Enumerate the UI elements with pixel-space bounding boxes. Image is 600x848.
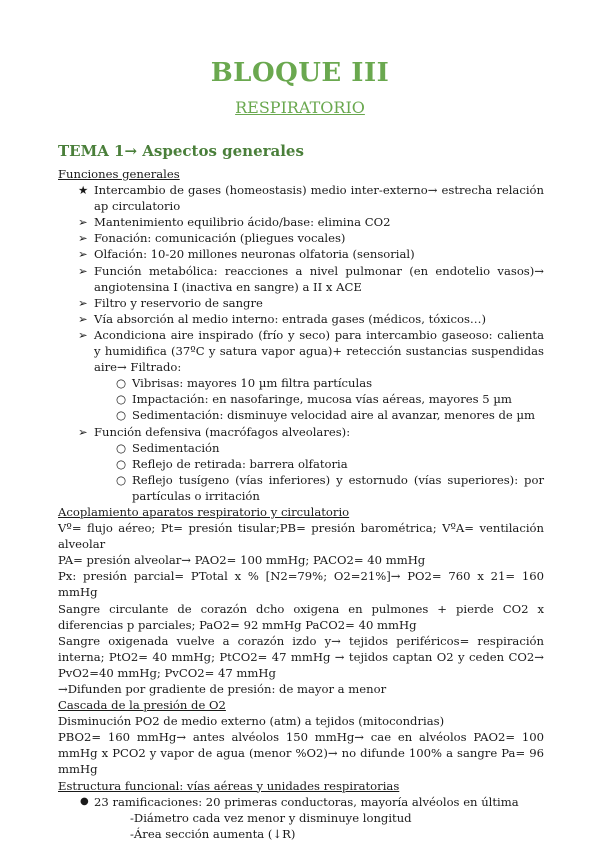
circle-bullet-icon: ○ [116,392,127,407]
arrow-bullet-icon: ➢ [78,215,88,230]
paragraph: PBO2= 160 mmHg→ antes alvéolos 150 mmHg→ cae en alvéolos PAO2= 100 mmHg x PCO2 y vapor de agua (menor %O2)→ no difunde 100% a sangre Pa= 96 mmHg [58,730,544,777]
sub-list-item: ○ Vibrisas: mayores 10 µm filtra partículas [116,376,373,391]
list-item: ➢ Vía absorción al medio interno: entrada gases (médicos, tóxicos…) [78,311,487,326]
paragraph-line: Px: presión parcial= PTotal x % [N2=79%; O2=21%]→ PO2= 760 x 21= 160 mmHg [58,569,544,600]
sub-list-item: ○ Impactación: en nasofaringe, mucosa vías aéreas, mayores 5 µm [116,392,512,407]
list-item: ➢ Olfación: 10-20 millones neuronas olfatoria (sensorial) [78,247,415,262]
list-item: ★ Intercambio de gases (homeostasis) medio inter-externo→ estrecha relación ap circulatorio [78,183,544,214]
section-heading-estructura: Estructura funcional: vías aéreas y unidades respiratorias [58,778,400,793]
list-item: ➢ Función metabólica: reacciones a nivel pulmonar (en endotelio vasos)→ angiotensina I (inactiva en sangre) a II x ACE [78,263,544,294]
arrow-bullet-icon: ➢ [78,263,88,278]
page-title: BLOQUE III [210,58,390,88]
circle-bullet-icon: ○ [116,408,127,423]
list-item: ➢ Fonación: comunicación (pliegues vocales) [78,231,346,246]
arrow-bullet-icon: ➢ [78,424,88,439]
paragraph-line: PA= presión alveolar→ PAO2= 100 mmHg; PACO2= 40 mmHg [58,553,426,568]
arrow-bullet-icon: ➢ [78,247,88,262]
page-subtitle: RESPIRATORIO [235,98,365,117]
circle-bullet-icon: ○ [116,456,127,471]
list-item: ➢ Mantenimiento equilibrio ácido/base: elimina CO2 [78,215,391,230]
circle-bullet-icon: ○ [116,440,127,455]
arrow-bullet-icon: ➢ [78,311,88,326]
circle-bullet-icon: ○ [116,472,127,487]
arrow-bullet-icon: ➢ [78,295,88,310]
section-heading-cascada: Cascada de la presión de O2 [58,698,226,713]
sub-note: -Área sección aumenta (↓R) [130,826,296,841]
circle-bullet-icon: ○ [116,376,127,391]
sub-list-item: ○ Sedimentación [116,440,220,455]
arrow-bullet-icon: ➢ [78,327,88,342]
paragraph-line: →Difunden por gradiente de presión: de mayor a menor [58,682,387,696]
list-item: ➢ Función defensiva (macrófagos alveolares): [78,424,351,439]
section-heading-funciones: Funciones generales [58,167,180,181]
paragraph: Sangre circulante de corazón dcho oxigena en pulmones + pierde CO2 x diferencias p parciales; PaO2= 92 mmHg PaCO2= 40 mmHg [58,601,544,632]
star-bullet-icon: ★ [78,183,89,198]
list-item: ➢ Filtro y reservorio de sangre [78,295,263,310]
list-item: ➢ Acondiciona aire inspirado (frío y seco) para intercambio gaseoso: calienta y humidifica (37ºC y satura vapor agua)+ retección sustancias suspendidas aire→ Filtrado: [78,327,544,375]
arrow-bullet-icon: ➢ [78,231,88,246]
list-item: ● 23 ramificaciones: 20 primeras conductoras, mayoría alvéolos en última [80,794,519,809]
topic-heading: TEMA 1→ Aspectos generales [58,142,304,160]
sub-list-item: ○ Sedimentación: disminuye velocidad aire al avanzar, menores de µm [116,408,535,423]
sub-list-item: ○ Reflejo de retirada: barrera olfatoria [116,456,348,471]
paragraph-line: Disminución PO2 de medio externo (atm) a tejidos (mitocondrias) [58,714,445,729]
paragraph: Sangre oxigenada vuelve a corazón izdo y→ tejidos periféricos= respiración interna; PtO2= 40 mmHg; PtCO2= 47 mmHg → tejidos captan O2 y ceden CO2→ PvO2=40 mmHg; PvCO2= 47 mmHg [58,633,544,680]
sub-list-item: ○ Reflejo tusígeno (vías inferiores) y estornudo (vías superiores): por partículas o irritación [116,472,544,503]
sub-note: -Diámetro cada vez menor y disminuye longitud [130,810,412,825]
document-body [58,166,544,842]
dot-bullet-icon: ● [80,795,89,807]
section-heading-acoplamiento: Acoplamiento aparatos respiratorio y circulatorio [58,504,350,519]
paragraph-line: Vº= flujo aéreo; Pt= presión tisular;PB= presión barométrica; VºA= ventilación alveolar [58,521,544,552]
